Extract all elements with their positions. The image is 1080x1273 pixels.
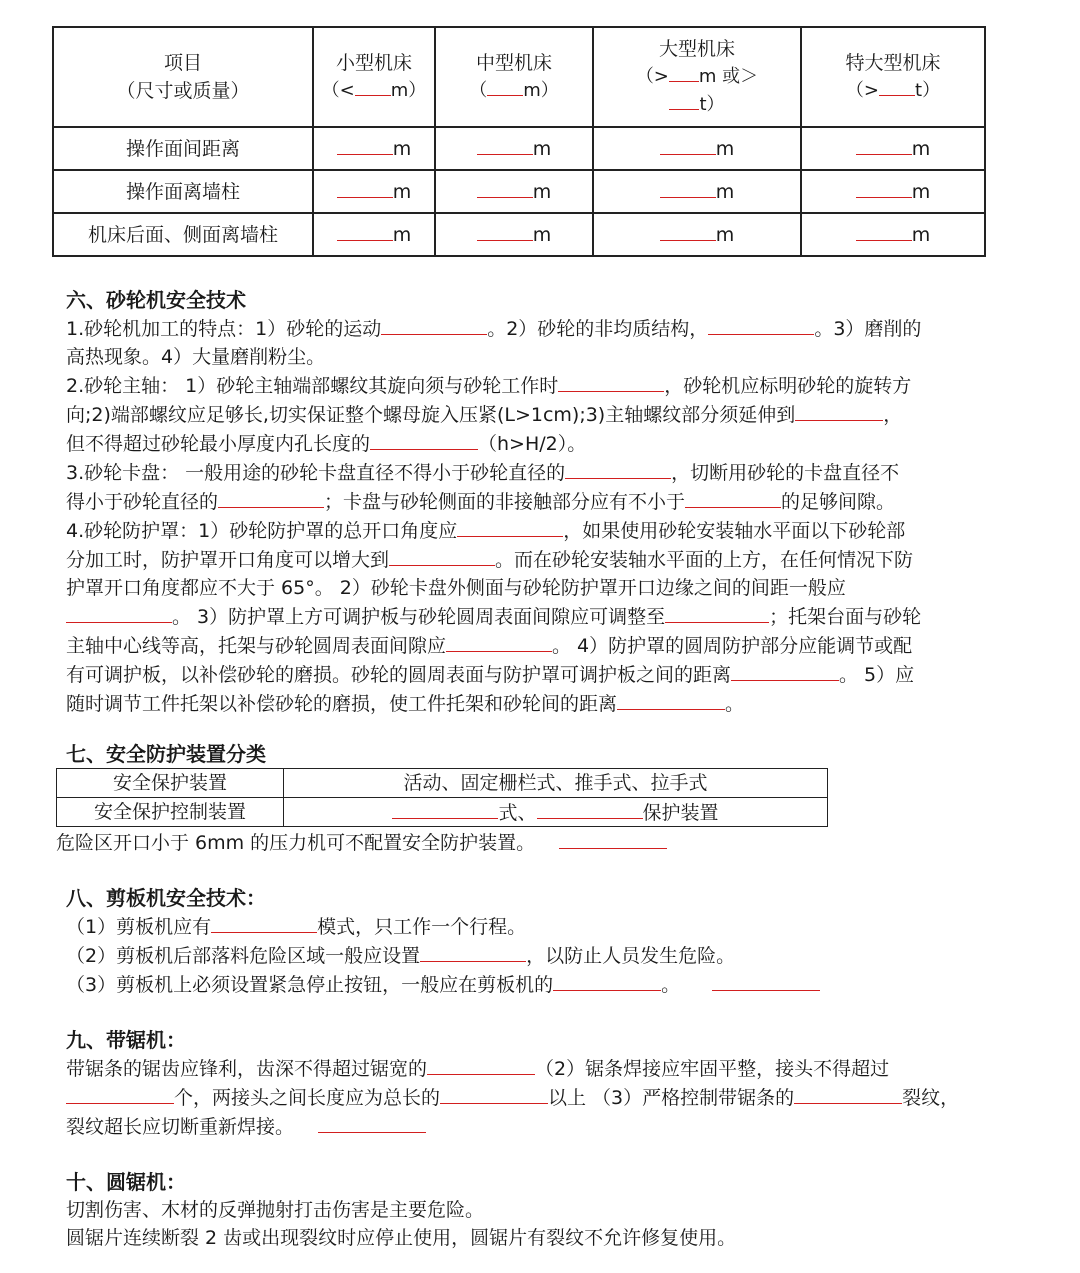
paragraph: 带锯条的锯齿应锋利，齿深不得超过锯宽的 （2）锯条焊接应牢固平整，接头不得超过 个，两接头之间长度应为总长的 以上 （3）严格控制带锯条的 裂纹， 裂纹超长应切断重新焊接。 <box>66 1054 1018 1141</box>
machine-spacing-table <box>52 26 986 257</box>
blank <box>685 487 781 508</box>
blank <box>565 458 671 479</box>
blank <box>318 1112 426 1133</box>
blank <box>617 689 725 710</box>
blank <box>660 136 716 155</box>
header-large: 大型机床 （> m 或＞ t） <box>593 27 801 127</box>
blank <box>660 179 716 198</box>
paragraph: 切割伤害、木材的反弹抛射打击伤害是主要危险。 圆锯片连续断裂 2 齿或出现裂纹时应停止使用，圆锯片有裂纹不允许修复使用。 <box>66 1199 737 1249</box>
blank <box>731 660 839 681</box>
section-title: 八、剪板机安全技术： <box>66 886 266 910</box>
blank <box>794 1083 902 1104</box>
blank <box>370 429 478 450</box>
blank <box>660 222 716 241</box>
paragraph: （1）剪板机应有 模式，只工作一个行程。 （2）剪板机后部落料危险区域一般应设置 ，以防止人员发生危险。 （3）剪板机上必须设置紧急停止按钮，一般应在剪板机的 。 <box>66 912 1018 999</box>
blank <box>558 371 664 392</box>
blank <box>337 136 393 155</box>
blank <box>440 1083 548 1104</box>
blank <box>487 77 523 96</box>
table-row: 操作面离墙柱 m m m m <box>53 170 985 213</box>
table-row: 操作面间距离 m m m m <box>53 127 985 170</box>
blank <box>856 136 912 155</box>
blank <box>427 1054 535 1075</box>
blank <box>708 314 814 335</box>
blank <box>211 912 317 933</box>
blank <box>879 77 915 96</box>
section-title: 七、安全防护装置分类 <box>66 742 266 766</box>
blank <box>856 222 912 241</box>
table-row: 安全保护控制装置 式、 保护装置 <box>57 798 828 827</box>
blank <box>795 400 883 421</box>
blank <box>477 179 533 198</box>
blank <box>66 602 172 623</box>
blank <box>559 828 667 849</box>
blank <box>669 91 699 110</box>
section-title: 六、砂轮机安全技术 <box>66 288 246 312</box>
blank <box>355 77 391 96</box>
header-xlarge: 特大型机床 （> t） <box>801 27 985 127</box>
blank <box>337 179 393 198</box>
note: 危险区开口小于 6mm 的压力机可不配置安全防护装置。 <box>56 828 1008 857</box>
table-header-row <box>53 27 985 127</box>
blank <box>381 314 487 335</box>
blank <box>457 516 563 537</box>
blank <box>712 970 820 991</box>
blank <box>66 1083 174 1104</box>
blank <box>392 798 498 819</box>
section-title: 十、圆锯机： <box>66 1170 186 1194</box>
blank <box>420 941 526 962</box>
blank <box>337 222 393 241</box>
blank <box>477 136 533 155</box>
paragraph: 1.砂轮机加工的特点：1）砂轮的运动 。2）砂轮的非均质结构， 。3）磨削的 高热现象。4）大量磨削粉尘。 2.砂轮主轴： 1）砂轮主轴端部螺纹其旋向须与砂轮工作时 ，砂轮机应标明砂轮的旋转方 向;2)端部螺纹应足够长,切实保证整个螺母旋入压紧(L>1cm);3)主轴螺纹部分须延伸到 ， 但不得超过砂轮最小厚度内孔长度的 （h>H/2）。 3.砂轮卡盘： 一般用途的砂轮卡盘直径不得小于砂轮直径的 ，切断用砂轮的卡盘直径不 得小于砂轮直径的 ；卡盘与砂轮侧面的非接触部分应有不小于 的足够间隙。 4.砂轮防护罩：1）砂轮防护罩的总开口角度应 ，如果使用砂轮安装轴水平面以下砂轮部 分加工时，防护罩开口角度可以增大到 。而在砂轮安装轴水平面的上方，在任何情况下防 护罩开口角度都应不大于 65°。 2）砂轮卡盘外侧面与砂轮防护罩开口边缘之间的间距一般应 。 3）防护罩上方可调护板与砂轮圆周表面间隙应可调整至 ；托架台面与砂轮 主轴中心线等高，托架与砂轮圆周表面间隙应 。 4）防护罩的圆周防护部分应能调节或配 有可调护板，以补偿砂轮的磨损。砂轮的圆周表面与防护罩可调护板之间的距离 。 5）应 随时调节工件托架以补偿砂轮的磨损，使工件托架和砂轮间的距离 。 <box>66 314 1018 718</box>
blank <box>389 545 495 566</box>
header-medium: 中型机床 （ m） <box>435 27 593 127</box>
blank <box>665 602 769 623</box>
section-title: 九、带锯机： <box>66 1028 186 1052</box>
protection-device-table <box>56 768 828 827</box>
blank <box>537 798 643 819</box>
blank <box>218 487 324 508</box>
blank <box>669 63 699 82</box>
blank <box>446 631 552 652</box>
header-item: 项目 （尺寸或质量） <box>53 27 313 127</box>
header-small: 小型机床 （< m） <box>313 27 435 127</box>
table-row: 安全保护装置 活动、固定栅栏式、推手式、拉手式 <box>57 769 828 798</box>
blank <box>553 970 661 991</box>
blank <box>477 222 533 241</box>
table-row: 机床后面、侧面离墙柱 m m m m <box>53 213 985 256</box>
blank <box>856 179 912 198</box>
